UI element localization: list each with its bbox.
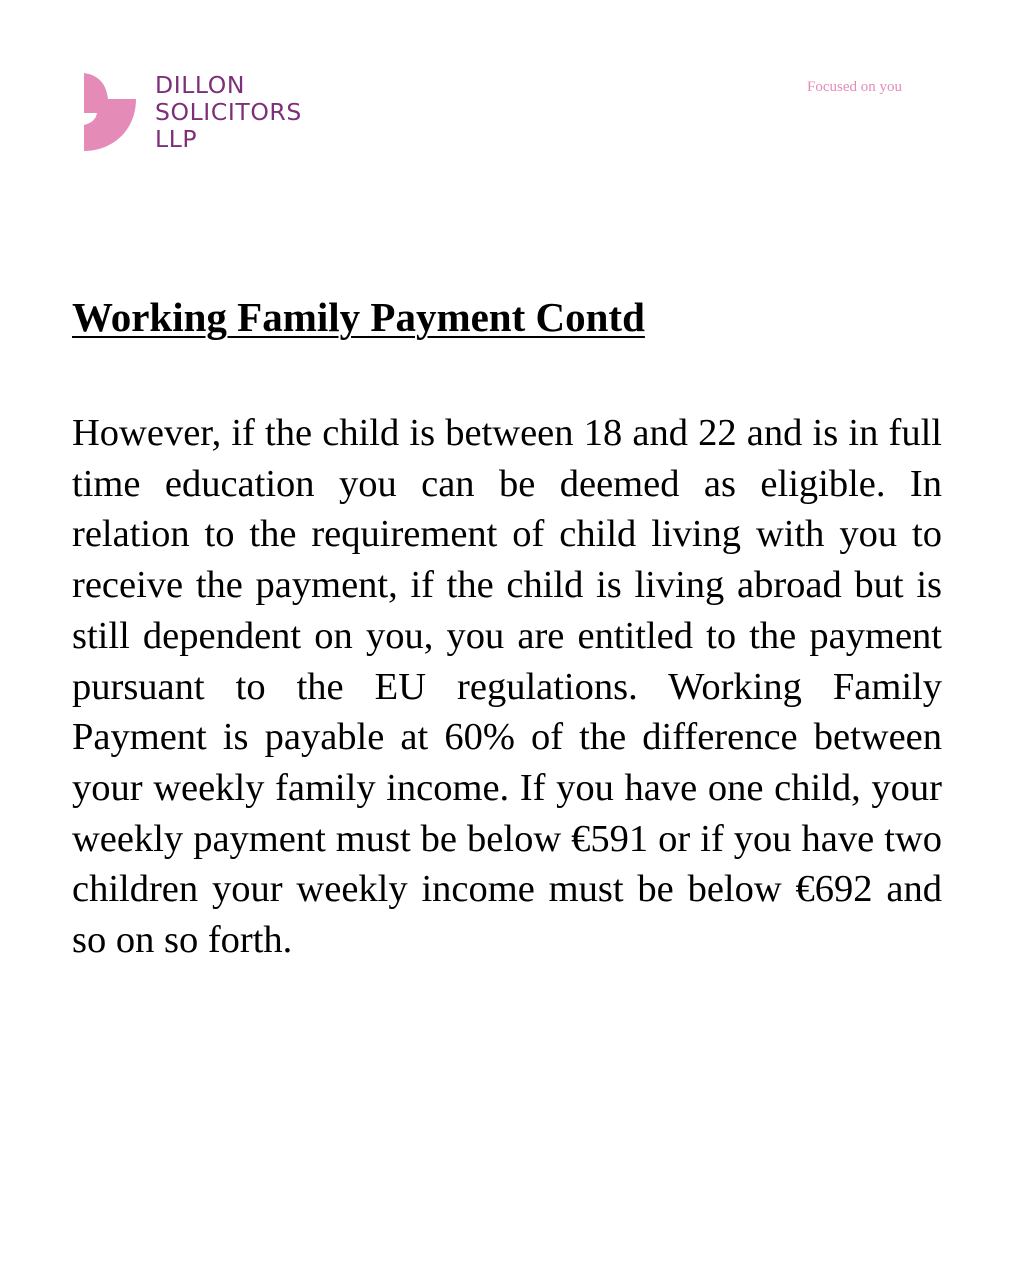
logo-line-1: DILLON xyxy=(155,71,246,99)
tagline: Focused on you xyxy=(807,79,902,95)
dillon-d-logo-icon xyxy=(84,73,138,151)
document-body xyxy=(72,290,942,966)
page-title: Working Family Payment Contd xyxy=(72,294,645,340)
body-paragraph: However, if the child is between 18 and 22 and is in full time education you can be deemed as eligible. In relation to the requirement of child living with you to receive the payment, if the child is living abroad but is still dependent on you, you are entitled to the payment pursuant to the EU regulations. Working Family Payment is payable at 60% of the difference between your weekly family income. If you have one child, your weekly payment must be below €591 or if you have two children your weekly income must be below €692 and so on so forth. xyxy=(72,412,942,962)
logo-line-3: LLP xyxy=(155,125,198,153)
logo-line-2: SOLICITORS xyxy=(155,98,302,126)
logo-wordmark xyxy=(155,72,302,153)
page-header xyxy=(0,0,1024,170)
